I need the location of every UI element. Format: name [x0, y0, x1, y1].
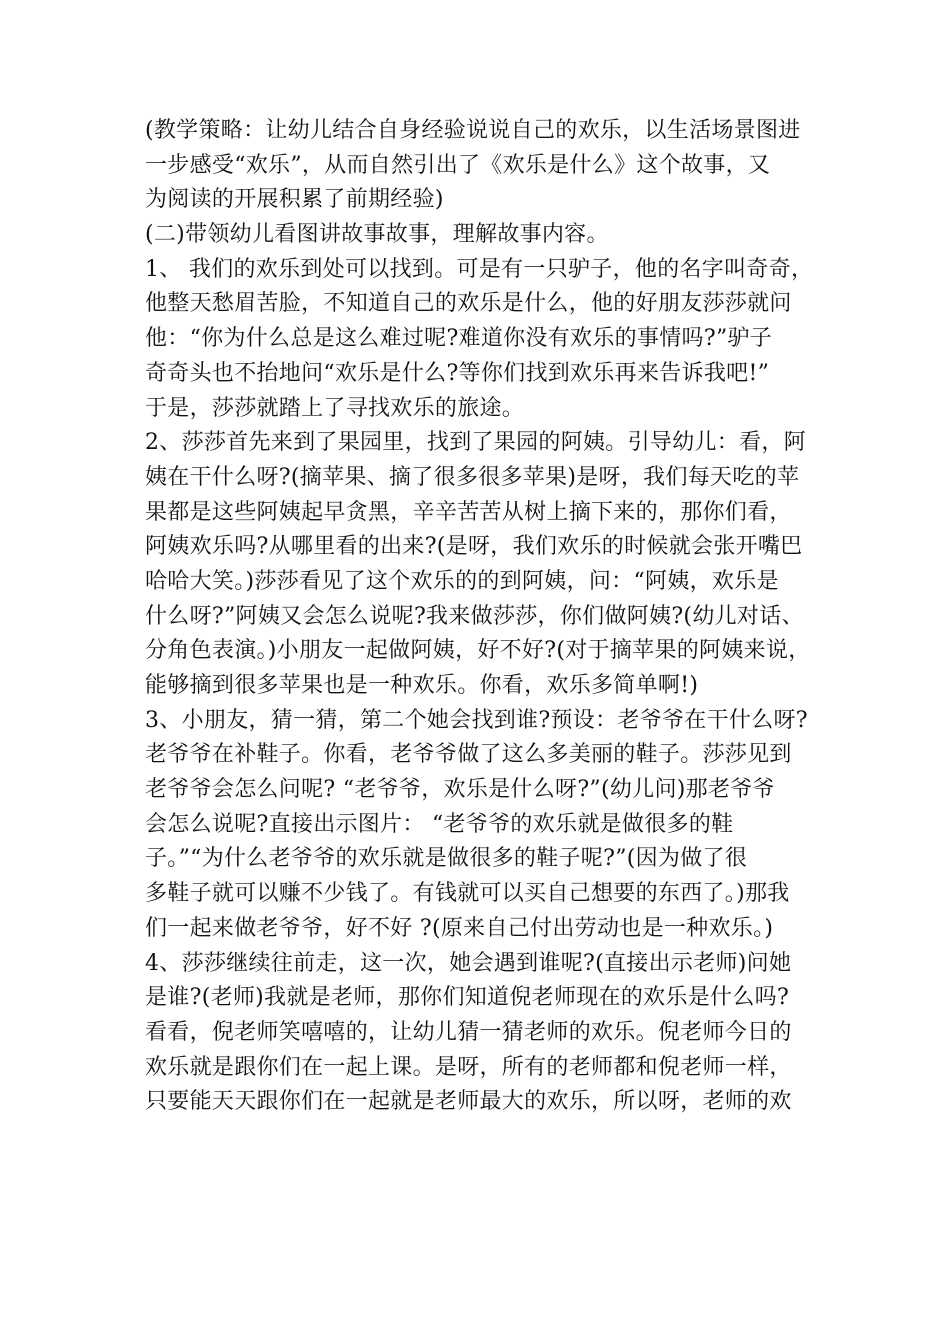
text-line: 会怎么说呢?直接出示图片： “老爷爷的欢乐就是做很多的鞋 — [145, 811, 734, 837]
text-line: 2、莎莎首先来到了果园里，找到了果园的阿姨。引导幼儿：看，阿 — [145, 430, 806, 456]
text-line: 4、莎莎继续往前走，这一次，她会遇到谁呢?(直接出示老师)问她 — [145, 950, 792, 976]
text-line: 于是，莎莎就踏上了寻找欢乐的旅途。 — [145, 395, 525, 421]
text-line: 3、小朋友，猜一猜，第二个她会找到谁?预设：老爷爷在干什么呀? — [145, 707, 808, 733]
text-line: (教学策略：让幼儿结合自身经验说说自己的欢乐，以生活场景图进 — [145, 118, 801, 143]
text-line: 一步感受“欢乐”，从而自然引出了《欢乐是什么》这个故事，又 — [145, 152, 771, 178]
text-line: 欢乐就是跟你们在一起上课。是呀，所有的老师都和倪老师一样， — [145, 1054, 792, 1080]
text-line: 们一起来做老爷爷，好不好 ?(原来自己付出劳动也是一种欢乐。) — [145, 915, 774, 941]
text-line: 只要能天天跟你们在一起就是老师最大的欢乐，所以呀，老师的欢 — [145, 1089, 792, 1115]
text-line: 多鞋子就可以赚不少钱了。有钱就可以买自己想要的东西了。)那我 — [145, 881, 790, 907]
text-line: (二)带领幼儿看图讲故事故事，理解故事内容。 — [145, 222, 609, 248]
text-line: 老爷爷会怎么问呢? “老爷爷，欢乐是什么呀?”(幼儿问)那老爷爷 — [145, 777, 775, 803]
text-line: 姨在干什么呀?(摘苹果、摘了很多很多苹果)是呀，我们每天吃的苹 — [145, 464, 800, 490]
text-line: 是谁?(老师)我就是老师，那你们知道倪老师现在的欢乐是什么吗? — [145, 985, 790, 1011]
text-line: 他整天愁眉苦脸，不知道自己的欢乐是什么，他的好朋友莎莎就问 — [145, 291, 792, 317]
text-line: 分角色表演。)小朋友一起做阿姨，好不好?(对于摘苹果的阿姨来说， — [145, 638, 811, 664]
text-line: 阿姨欢乐吗?从哪里看的出来?(是呀，我们欢乐的时候就会张开嘴巴 — [145, 534, 803, 560]
text-line: 看看，倪老师笑嘻嘻的，让幼儿猜一猜老师的欢乐。倪老师今日的 — [145, 1019, 792, 1045]
text-line: 奇奇头也不抬地问“欢乐是什么?等你们找到欢乐再来告诉我吧!” — [145, 360, 770, 386]
text-line: 能够摘到很多苹果也是一种欢乐。你看，欢乐多简单啊!) — [145, 673, 699, 698]
text-line: 老爷爷在补鞋子。你看，老爷爷做了这么多美丽的鞋子。莎莎见到 — [145, 742, 792, 768]
text-line: 哈哈大笑。)莎莎看见了这个欢乐的的到阿姨，问：“阿姨，欢乐是 — [145, 568, 779, 594]
text-line: 他：“你为什么总是这么难过呢?难道你没有欢乐的事情吗?”驴子 — [145, 326, 773, 352]
text-line: 为阅读的开展积累了前期经验) — [145, 187, 444, 213]
text-line: 子。”“为什么老爷爷的欢乐就是做很多的鞋子呢?”(因为做了很 — [145, 846, 748, 872]
text-line: 1、 我们的欢乐到处可以找到。可是有一只驴子，他的名字叫奇奇， — [145, 256, 814, 282]
text-line: 果都是这些阿姨起早贪黑，辛辛苦苦从树上摘下来的，那你们看， — [145, 499, 792, 525]
text-line: 什么呀?”阿姨又会怎么说呢?我来做莎莎，你们做阿姨?(幼儿对话、 — [145, 603, 804, 629]
document-body — [145, 114, 813, 1120]
